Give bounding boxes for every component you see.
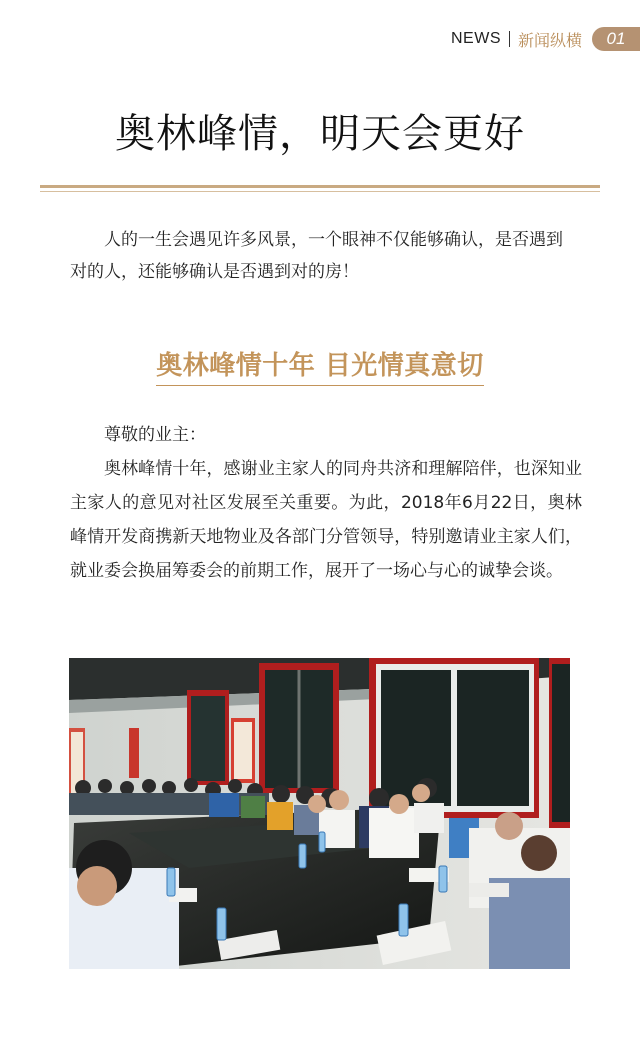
body-paragraph: 奥林峰情十年，感谢业主家人的同舟共济和理解陪伴，也深知业主家人的意见对社区发展至关重要。为此，2018年6月22日，奥林峰情开发商携新天地物业及各部门分管领导，特别邀请业主家人们，就业委会换届筹委会的前期工作，展开了一场心与心的诚挚会谈。 <box>70 459 582 581</box>
meeting-photo-illustration <box>69 658 570 969</box>
subheading: 奥林峰情十年 目光情真意切 <box>156 345 484 386</box>
header-divider <box>509 31 510 47</box>
subheading-wrap <box>0 345 640 386</box>
greeting: 尊敬的业主： <box>104 425 206 445</box>
page-header <box>451 26 640 52</box>
title-divider-thin <box>40 191 600 192</box>
news-label: NEWS <box>450 30 501 47</box>
page-number-badge: 01 <box>592 27 640 51</box>
intro-paragraph: 人的一生会遇见许多风景，一个眼神不仅能够确认，是否遇到对的人，还能够确认是否遇到对的房！ <box>70 230 563 282</box>
section-label: 新闻纵横 <box>517 30 582 50</box>
meeting-photo <box>69 658 570 969</box>
article-body <box>70 418 582 588</box>
article-title: 奥林峰情，明天会更好 <box>115 111 525 157</box>
title-divider <box>40 185 600 188</box>
